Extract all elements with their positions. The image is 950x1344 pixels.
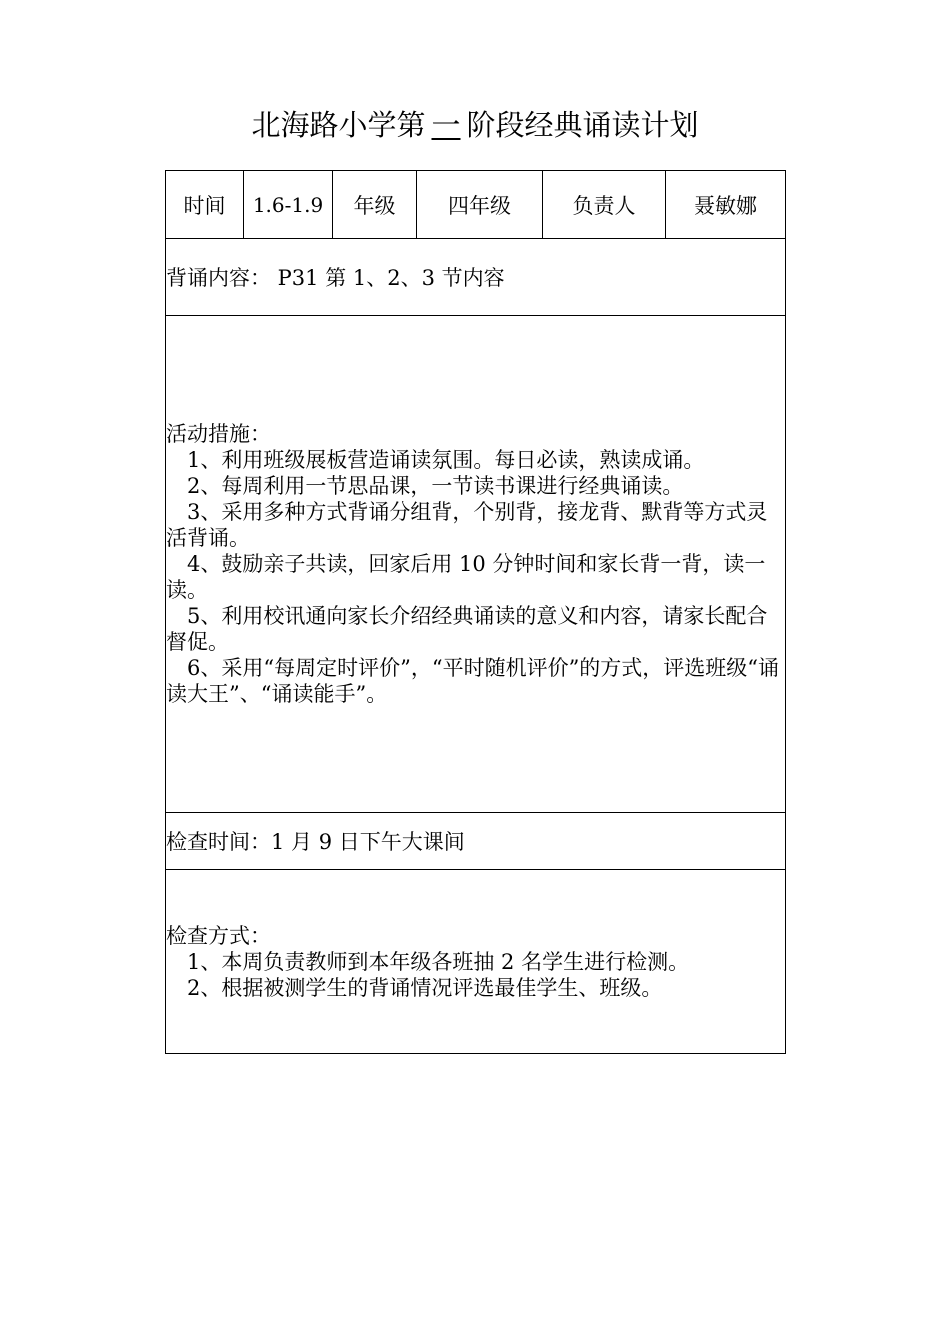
measure-item: 2、每周利用一节思品课，一节读书课进行经典诵读。: [187, 474, 684, 498]
check-time-row: [166, 813, 786, 870]
measures-block: [166, 421, 785, 707]
measure-item: 6、采用“每周定时评价”，“平时随机评价”的方式，评选班级“诵读大王”、“诵读能手”。: [166, 656, 780, 706]
measure-item: 5、利用校讯通向家长介绍经典诵读的意义和内容，请家长配合督促。: [166, 604, 768, 654]
check-method-item: 1、本周负责教师到本年级各班抽 2 名学生进行检测。: [187, 949, 690, 974]
time-label: 时间: [166, 171, 244, 239]
check-method-item: 2、根据被测学生的背诵情况评选最佳学生、班级。: [187, 975, 663, 1000]
measures-heading: 活动措施：: [166, 422, 271, 446]
measure-item: 1、利用班级展板营造诵读氛围。每日必读，熟读成诵。: [187, 448, 705, 472]
title-prefix: 北海路小学第: [251, 108, 426, 142]
time-value: 1.6-1.9: [244, 171, 333, 239]
check-method-heading: 检查方式：: [166, 923, 271, 948]
check-method-row: [166, 870, 786, 1054]
check-time: 检查时间：1 月 9 日下午大课间: [166, 813, 786, 870]
grade-value: 四年级: [417, 171, 543, 239]
grade-label: 年级: [333, 171, 417, 239]
measure-item: 4、鼓励亲子共读，回家后用 10 分钟时间和家长背一背，读一读。: [166, 552, 766, 602]
recite-row: [166, 239, 786, 316]
plan-table: [165, 170, 786, 1054]
title-stage-blank: 一: [431, 108, 461, 142]
check-method-block: [166, 923, 785, 1001]
owner-label: 负责人: [543, 171, 666, 239]
header-row: [166, 171, 786, 239]
measure-item: 3、采用多种方式背诵分组背，个别背，接龙背、默背等方式灵活背诵。: [166, 500, 768, 550]
document-title: [0, 104, 950, 146]
measures-row: [166, 316, 786, 813]
owner-value: 聂敏娜: [666, 171, 786, 239]
recite-content: 背诵内容： P31 第 1、2、3 节内容: [166, 239, 786, 316]
title-suffix: 阶段经典诵读计划: [466, 108, 699, 142]
